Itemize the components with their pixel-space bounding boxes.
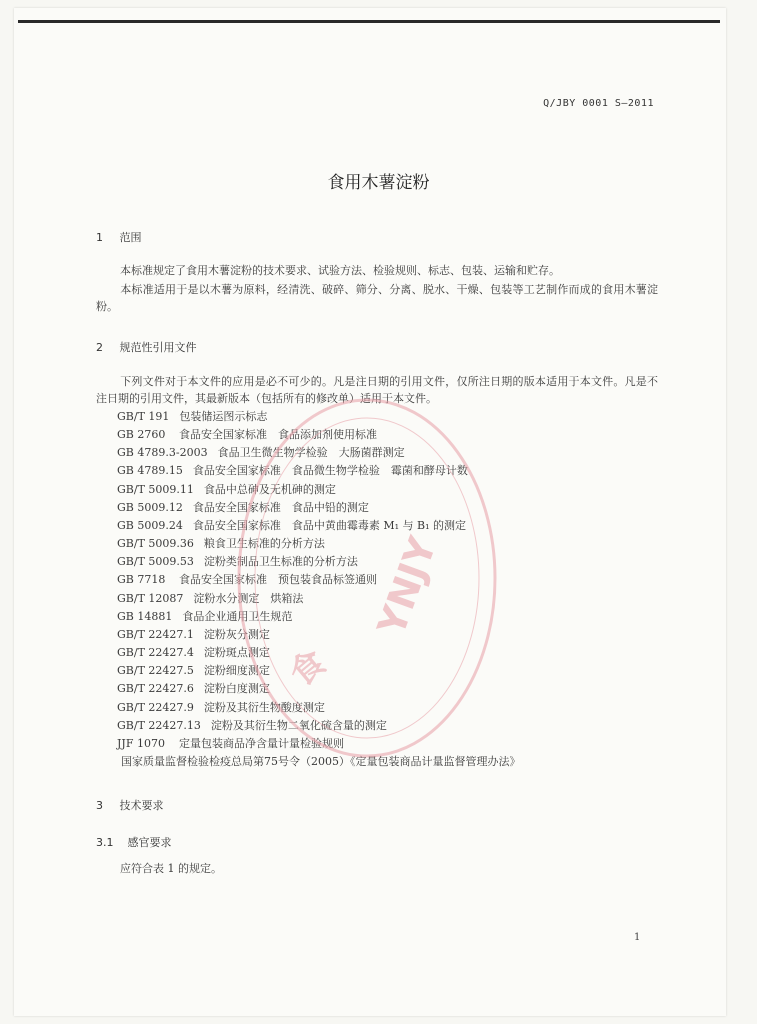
reference-item: JJF 1070 定量包装商品净含量计量检验规则 [117, 736, 344, 750]
page-number: 1 [634, 932, 641, 943]
section-title: 范围 [119, 231, 142, 244]
section-heading-technical [96, 797, 164, 813]
reference-item: GB 14881 食品企业通用卫生规范 [117, 609, 293, 623]
reference-item: GB/T 22427.4 淀粉斑点测定 [117, 646, 270, 660]
reference-item: GB/T 191 包装储运图示标志 [117, 410, 268, 423]
reference-item: GB 4789.3-2003 食品卫生微生物学检验 大肠菌群测定 [117, 446, 405, 460]
header-rule [18, 20, 720, 23]
svg-text:YNJY: YNJY [369, 531, 445, 642]
decree-reference: 国家质量监督检验检疫总局第75号令（2005）《定量包装商品计量监督管理办法》 [121, 754, 521, 768]
reference-item: GB/T 22427.6 淀粉白度测定 [117, 682, 270, 696]
section-heading-normative [96, 339, 197, 355]
section-number: 3.1 [96, 836, 114, 849]
normative-intro: 下列文件对于本文件的应用是必不可少的。凡是注日期的引用文件，仅所注日期的版本适用于本文件。凡是不注日期的引用文件，其最新版本（包括所有的修改单）适用于本文件。 [96, 375, 658, 405]
reference-item: GB/T 22427.13 淀粉及其衍生物二氧化硫含量的测定 [117, 718, 387, 732]
reference-item: GB/T 22427.5 淀粉细度测定 [117, 664, 270, 678]
sensory-text: 应符合表 1 的规定。 [120, 862, 222, 875]
reference-item: GB 7718 食品安全国家标准 预包装食品标签通则 [117, 573, 377, 587]
section-number: 3 [96, 799, 103, 812]
document-title: 食用木薯淀粉 [327, 173, 430, 193]
reference-list [117, 408, 521, 771]
svg-text:食: 食 [282, 642, 334, 695]
reference-item: GB 5009.12 食品安全国家标准 食品中铅的测定 [117, 500, 369, 514]
reference-item: GB 5009.24 食品安全国家标准 食品中黄曲霉毒素 M₁ 与 B₁ 的测定 [117, 518, 467, 532]
section-title: 规范性引用文件 [119, 341, 197, 354]
reference-item: GB/T 22427.9 淀粉及其衍生物酸度测定 [117, 700, 325, 714]
reference-item: GB/T 22427.1 淀粉灰分测定 [117, 627, 270, 641]
section-heading-sensory [96, 834, 172, 850]
section-title: 技术要求 [119, 799, 164, 812]
section-number: 2 [96, 341, 103, 354]
reference-item: GB 4789.15 食品安全国家标准 食品微生物学检验 霉菌和酵母计数 [117, 464, 468, 478]
scope-paragraph-1: 本标准规定了食用木薯淀粉的技术要求、试验方法、检验规则、标志、包装、运输和贮存。 [120, 264, 560, 277]
reference-item: GB/T 5009.36 粮食卫生标准的分析方法 [117, 537, 325, 551]
reference-item: GB/T 12087 淀粉水分测定 烘箱法 [117, 591, 304, 605]
reference-item: GB/T 5009.11 食品中总砷及无机砷的测定 [117, 482, 336, 496]
section-title: 感官要求 [127, 836, 172, 849]
reference-item: GB 2760 食品安全国家标准 食品添加剂使用标准 [117, 428, 377, 442]
standard-code: Q/JBY 0001 S—2011 [543, 98, 654, 109]
section-number: 1 [96, 231, 103, 244]
section-heading-scope [96, 229, 142, 245]
scope-paragraph-2: 本标准适用于是以木薯为原料，经清洗、破碎、筛分、分离、脱水、干燥、包装等工艺制作而成的食用木薯淀粉。 [96, 283, 658, 313]
reference-item: GB/T 5009.53 淀粉类制品卫生标准的分析方法 [117, 555, 358, 569]
